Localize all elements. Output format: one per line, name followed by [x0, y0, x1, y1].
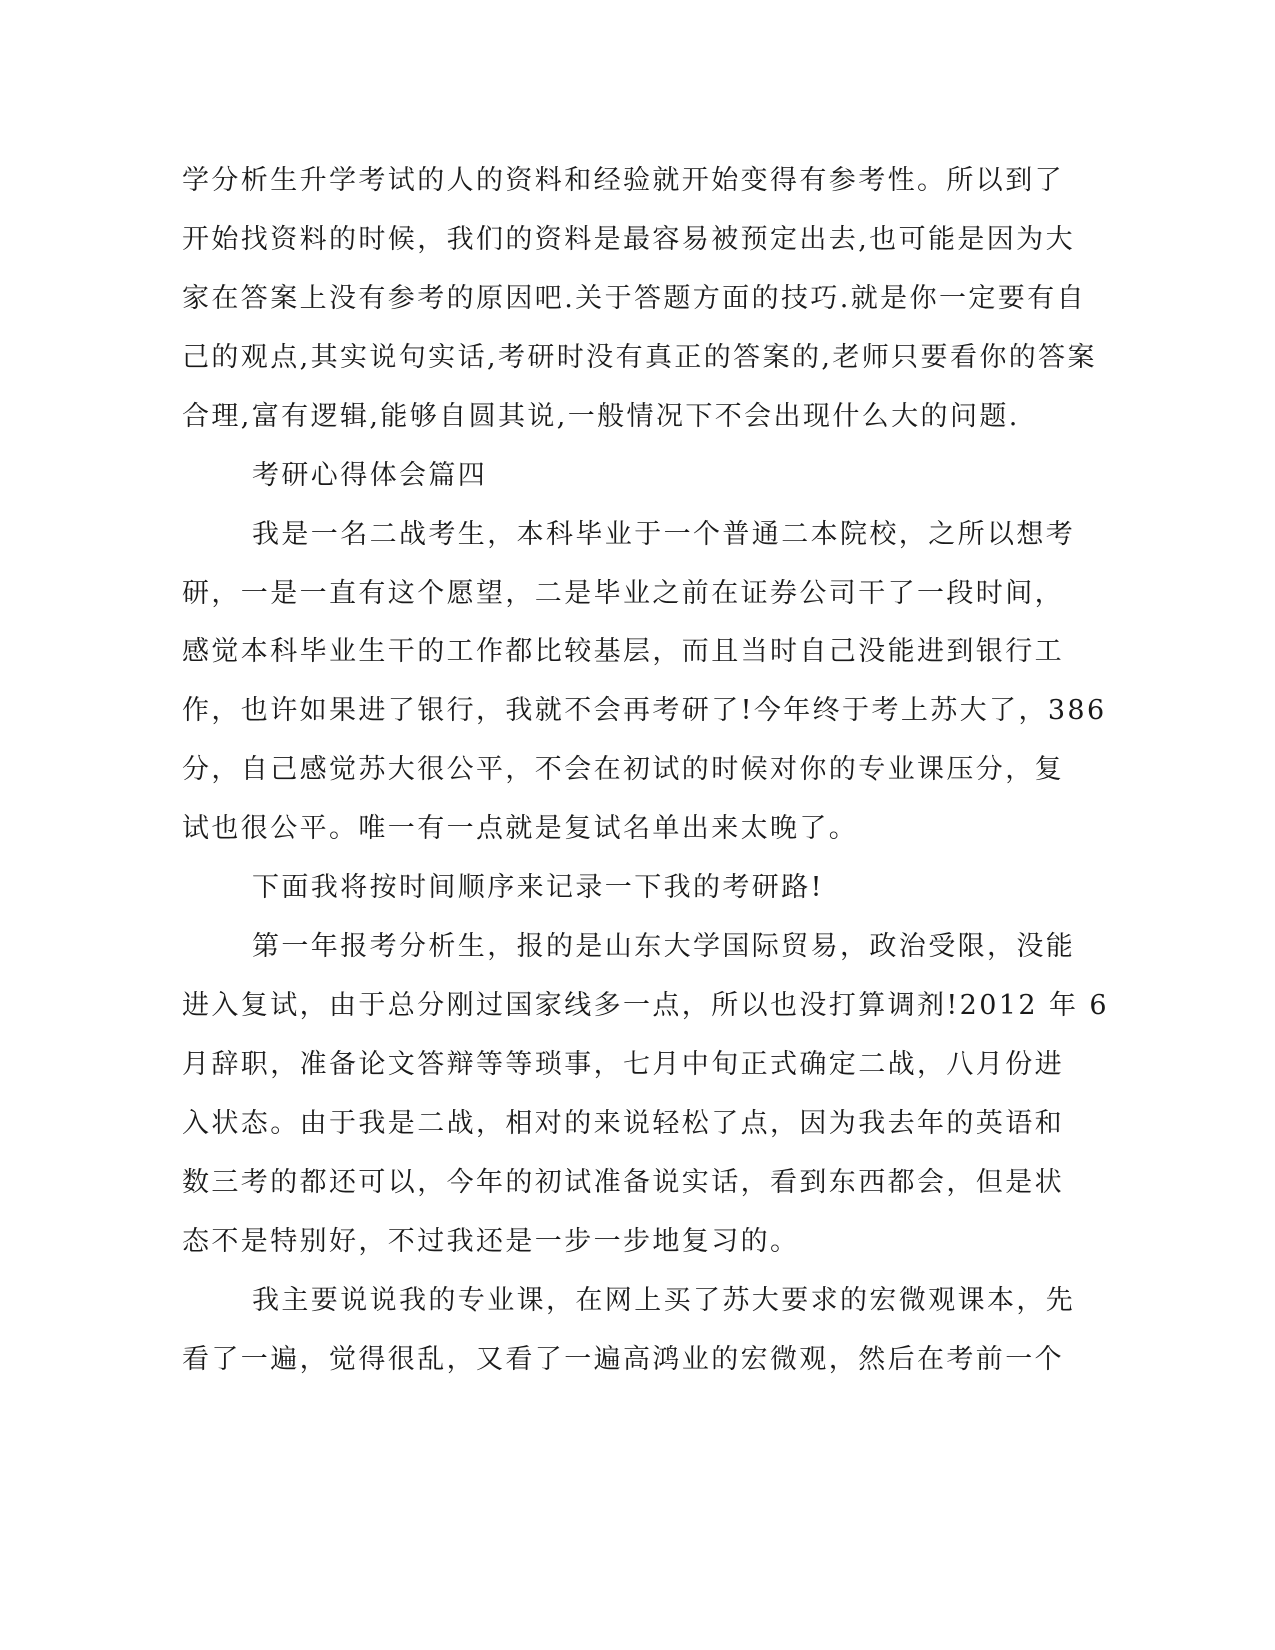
text-line: 合理,富有逻辑,能够自圆其说,一般情况下不会出现什么大的问题. [182, 401, 1020, 432]
text-line: 月辞职，准备论文答辩等等琐事，七月中旬正式确定二战，八月份进 [182, 1049, 1064, 1080]
text-line: 我主要说说我的专业课，在网上买了苏大要求的宏微观课本，先 [252, 1285, 1076, 1316]
text-line: 数三考的都还可以，今年的初试准备说实话，看到东西都会，但是状 [182, 1167, 1064, 1198]
text-line: 入状态。由于我是二战，相对的来说轻松了点，因为我去年的英语和 [182, 1108, 1064, 1139]
text-line: 试也很公平。唯一有一点就是复试名单出来太晚了。 [182, 813, 859, 844]
text-line: 作，也许如果进了银行，我就不会再考研了!今年终于考上苏大了，386 [182, 695, 1107, 726]
text-line: 感觉本科毕业生干的工作都比较基层，而且当时自己没能进到银行工 [182, 636, 1064, 667]
text-line: 开始找资料的时候，我们的资料是最容易被预定出去,也可能是因为大 [182, 224, 1075, 255]
text-line: 态不是特别好，不过我还是一步一步地复习的。 [182, 1226, 800, 1257]
text-line: 分，自己感觉苏大很公平，不会在初试的时候对你的专业课压分，复 [182, 754, 1064, 785]
text-line: 第一年报考分析生，报的是山东大学国际贸易，政治受限，没能 [252, 931, 1076, 962]
text-line: 学分析生升学考试的人的资料和经验就开始变得有参考性。所以到了 [182, 165, 1064, 196]
text-line: 己的观点,其实说句实话,考研时没有真正的答案的,老师只要看你的答案 [182, 342, 1097, 373]
text-line: 下面我将按时间顺序来记录一下我的考研路! [252, 872, 824, 903]
text-line: 看了一遍，觉得很乱，又看了一遍高鸿业的宏微观，然后在考前一个 [182, 1344, 1064, 1375]
text-line: 家在答案上没有参考的原因吧.关于答题方面的技巧.就是你一定要有自 [182, 283, 1086, 314]
text-line: 进入复试，由于总分刚过国家线多一点，所以也没打算调剂!2012 年 6 [182, 990, 1109, 1021]
section-heading: 考研心得体会篇四 [252, 460, 488, 491]
text-line: 我是一名二战考生，本科毕业于一个普通二本院校，之所以想考 [252, 519, 1076, 550]
text-line: 研，一是一直有这个愿望，二是毕业之前在证券公司干了一段时间， [182, 578, 1064, 609]
